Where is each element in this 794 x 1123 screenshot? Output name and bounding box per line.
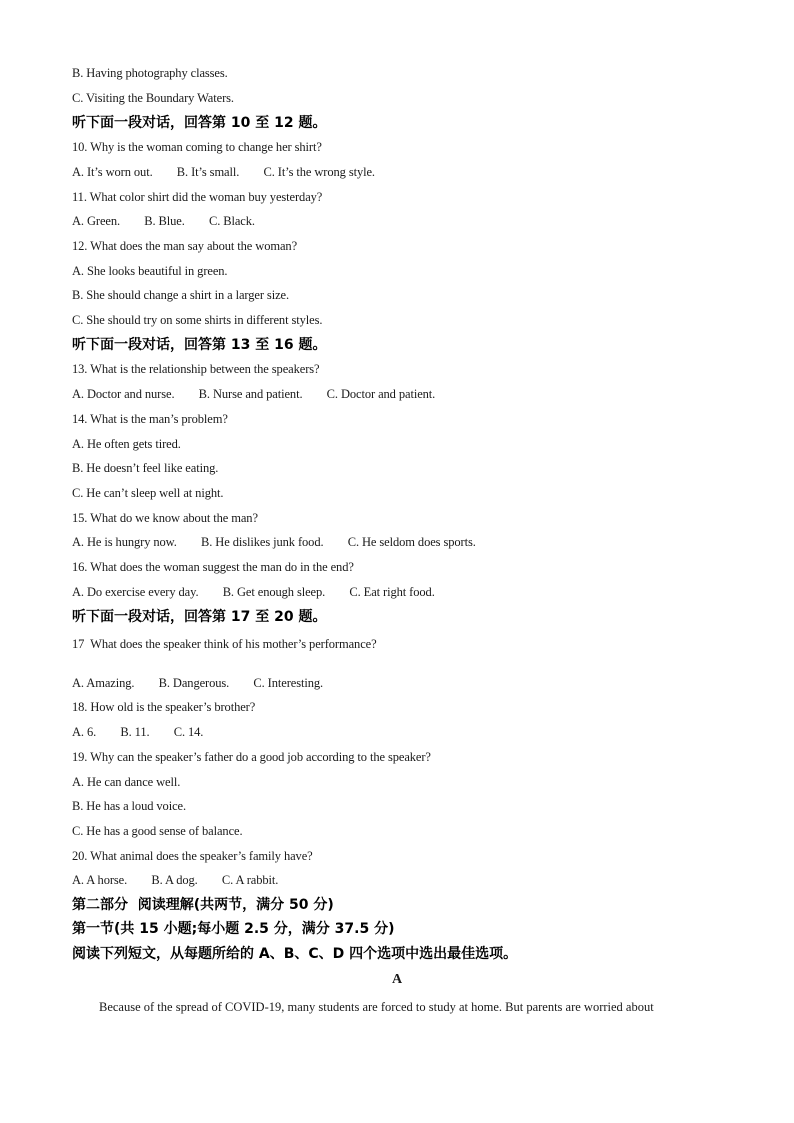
section-heading-17-20: 听下面一段对话，回答第 17 至 20 题。 xyxy=(72,609,327,625)
option-9c: C. Visiting the Boundary Waters. xyxy=(72,91,234,105)
option-14a: A. He often gets tired. xyxy=(72,437,181,451)
question-12: 12. What does the man say about the woman? xyxy=(72,239,298,253)
question-10: 10. Why is the woman coming to change her shirt? xyxy=(72,140,322,154)
question-11: 11. What color shirt did the woman buy yesterday? xyxy=(72,190,323,204)
reading-instructions: 阅读下列短文，从每题所给的 A、B、C、D 四个选项中选出最佳选项。 xyxy=(72,946,518,962)
options-20: A. A horse. B. A dog. C. A rabbit. xyxy=(72,873,279,887)
options-11: A. Green. B. Blue. C. Black. xyxy=(72,214,255,228)
section-heading-13-16: 听下面一段对话，回答第 13 至 16 题。 xyxy=(72,337,327,353)
part-two-heading: 第二部分 阅读理解(共两节，满分 50 分) xyxy=(72,897,334,913)
options-17: A. Amazing. B. Dangerous. C. Interesting. xyxy=(72,676,324,690)
question-13: 13. What is the relationship between the speakers? xyxy=(72,362,320,376)
option-14b: B. He doesn’t feel like eating. xyxy=(72,461,219,475)
option-14c: C. He can’t sleep well at night. xyxy=(72,486,224,500)
option-19b: B. He has a loud voice. xyxy=(72,799,186,813)
option-19a: A. He can dance well. xyxy=(72,775,181,789)
question-17: 17 What does the speaker think of his mother’s performance? xyxy=(72,637,377,651)
question-16: 16. What does the woman suggest the man do in the end? xyxy=(72,560,354,574)
options-10: A. It’s worn out. B. It’s small. C. It’s the wrong style. xyxy=(72,165,375,179)
options-18: A. 6. B. 11. C. 14. xyxy=(72,725,204,739)
options-15: A. He is hungry now. B. He dislikes junk food. C. He seldom does sports. xyxy=(72,535,476,549)
passage-text: Because of the spread of COVID-19, many students are forced to study at home. But parents are worried about xyxy=(99,1000,654,1014)
option-12a: A. She looks beautiful in green. xyxy=(72,264,228,278)
option-12c: C. She should try on some shirts in different styles. xyxy=(72,313,323,327)
question-15: 15. What do we know about the man? xyxy=(72,511,258,525)
question-18: 18. How old is the speaker’s brother? xyxy=(72,700,256,714)
passage-label: A xyxy=(391,972,403,987)
option-12b: B. She should change a shirt in a larger size. xyxy=(72,288,289,302)
option-19c: C. He has a good sense of balance. xyxy=(72,824,243,838)
options-13: A. Doctor and nurse. B. Nurse and patient. C. Doctor and patient. xyxy=(72,387,436,401)
question-14: 14. What is the man’s problem? xyxy=(72,412,228,426)
option-9b: B. Having photography classes. xyxy=(72,66,228,80)
section-heading-10-12: 听下面一段对话，回答第 10 至 12 题。 xyxy=(72,115,327,131)
options-16: A. Do exercise every day. B. Get enough sleep. C. Eat right food. xyxy=(72,585,435,599)
question-19: 19. Why can the speaker’s father do a good job according to the speaker? xyxy=(72,750,431,764)
section-one-heading: 第一节(共 15 小题;每小题 2.5 分，满分 37.5 分) xyxy=(72,921,395,937)
question-20: 20. What animal does the speaker’s family have? xyxy=(72,849,313,863)
